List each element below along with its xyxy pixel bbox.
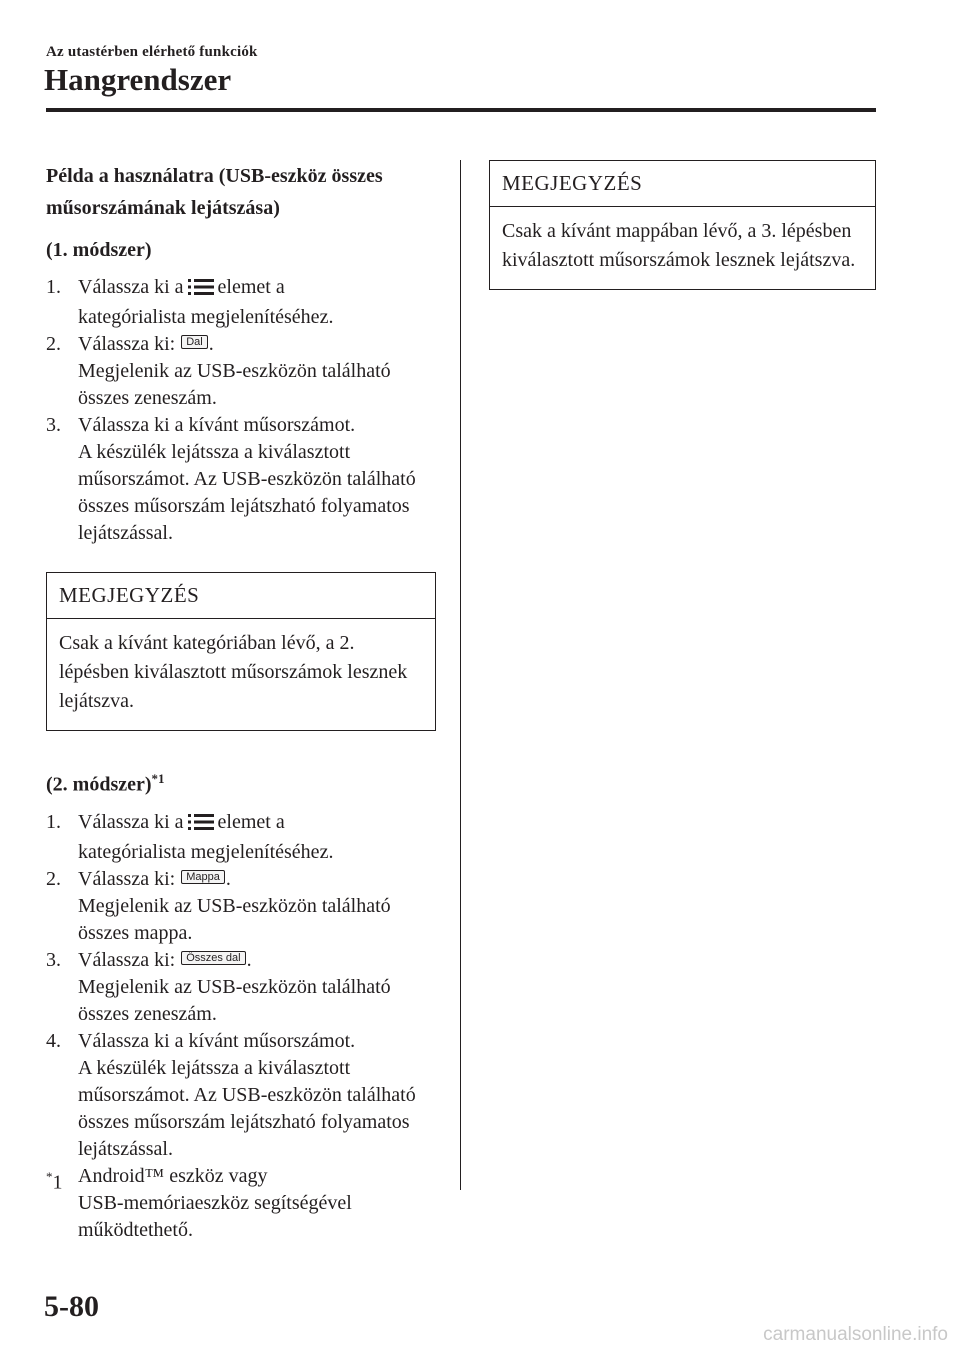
list-icon <box>187 812 215 839</box>
step-text: . <box>246 948 252 971</box>
footnote <box>46 1163 436 1244</box>
step-number: 1. <box>46 276 61 298</box>
method-1-heading: (1. módszer) <box>46 239 152 261</box>
mappa-button[interactable]: Mappa <box>181 870 225 884</box>
step-text: Válassza ki: <box>78 948 176 971</box>
step-item <box>46 809 436 866</box>
step-description: kategórialista megjelenítéséhez. <box>78 840 334 863</box>
column-divider <box>460 160 461 1190</box>
footnote-reference: *1 <box>151 771 165 786</box>
osszes-dal-button[interactable]: Összes dal <box>181 951 245 965</box>
step-number: 2. <box>46 333 61 355</box>
step-number: 1. <box>46 810 61 833</box>
step-text: Válassza ki a kívánt műsorszámot. <box>78 414 356 436</box>
usage-example-heading: Példa a használatra (USB-eszköz összes műsorszámának lejátszása) <box>46 165 383 219</box>
note-box <box>489 160 876 290</box>
method-1-steps <box>46 274 436 547</box>
step-number: 4. <box>46 1029 61 1052</box>
list-icon <box>187 277 215 304</box>
step-item <box>46 866 436 947</box>
step-text: elemet a <box>217 276 285 298</box>
footnote-continuation: USB-memóriaeszköz segítségével működtethető. <box>78 1191 352 1241</box>
page-title: Hangrendszer <box>44 62 232 97</box>
footnote-text: Android™ eszköz vagy <box>78 1164 268 1187</box>
note-text: Csak a kívánt mappában lévő, a 3. lépésben kiválasztott műsorszámok lesznek lejátszva. <box>502 220 856 271</box>
step-description: A készülék lejátssza a kiválasztott műsorszámot. Az USB-eszközön található összes műsorszám lejátszható folyamatos lejátszással. <box>78 441 416 544</box>
section-label: Az utastérben elérhető funkciók <box>46 44 258 60</box>
note-title: MEGJEGYZÉS <box>47 573 435 619</box>
step-item <box>46 1028 436 1163</box>
watermark: carmanualsonline.info <box>763 1324 948 1345</box>
step-description: kategórialista megjelenítéséhez. <box>78 306 334 328</box>
step-item <box>46 947 436 1028</box>
step-item <box>46 412 436 547</box>
title-rule <box>46 108 876 112</box>
step-number: 3. <box>46 948 61 971</box>
method-2-steps <box>46 809 436 1163</box>
step-text: Válassza ki a <box>78 276 184 298</box>
method-2-heading <box>46 763 436 801</box>
step-text: Válassza ki: <box>78 867 176 890</box>
note-box <box>46 572 436 731</box>
note-title: MEGJEGYZÉS <box>490 161 875 207</box>
step-text: Válassza ki a kívánt műsorszámot. <box>78 1029 356 1052</box>
step-item <box>46 274 436 331</box>
right-column <box>489 160 876 290</box>
step-text: elemet a <box>217 810 285 833</box>
step-text: Válassza ki: <box>78 333 176 355</box>
step-text: . <box>225 867 231 890</box>
method-2-title: (2. módszer) <box>46 773 152 796</box>
left-column <box>46 160 436 1244</box>
step-description: Megjelenik az USB-eszközön található összes mappa. <box>78 894 391 944</box>
step-text: Válassza ki a <box>78 810 184 833</box>
step-number: 3. <box>46 414 61 436</box>
step-item <box>46 331 436 412</box>
note-text: Csak a kívánt kategóriában lévő, a 2. lépésben kiválasztott műsorszámok lesznek lejátszva. <box>59 632 408 712</box>
step-description: Megjelenik az USB-eszközön található összes zeneszám. <box>78 360 391 409</box>
page-number: 5-80 <box>44 1290 99 1323</box>
step-description: Megjelenik az USB-eszközön található összes zeneszám. <box>78 975 391 1025</box>
dal-button[interactable]: Dal <box>181 335 208 349</box>
step-number: 2. <box>46 867 61 890</box>
step-description: A készülék lejátssza a kiválasztott műsorszámot. Az USB-eszközön található összes műsorszám lejátszható folyamatos lejátszással. <box>78 1056 416 1160</box>
footnote-mark: *1 <box>46 1168 63 1194</box>
step-text: . <box>208 333 214 355</box>
